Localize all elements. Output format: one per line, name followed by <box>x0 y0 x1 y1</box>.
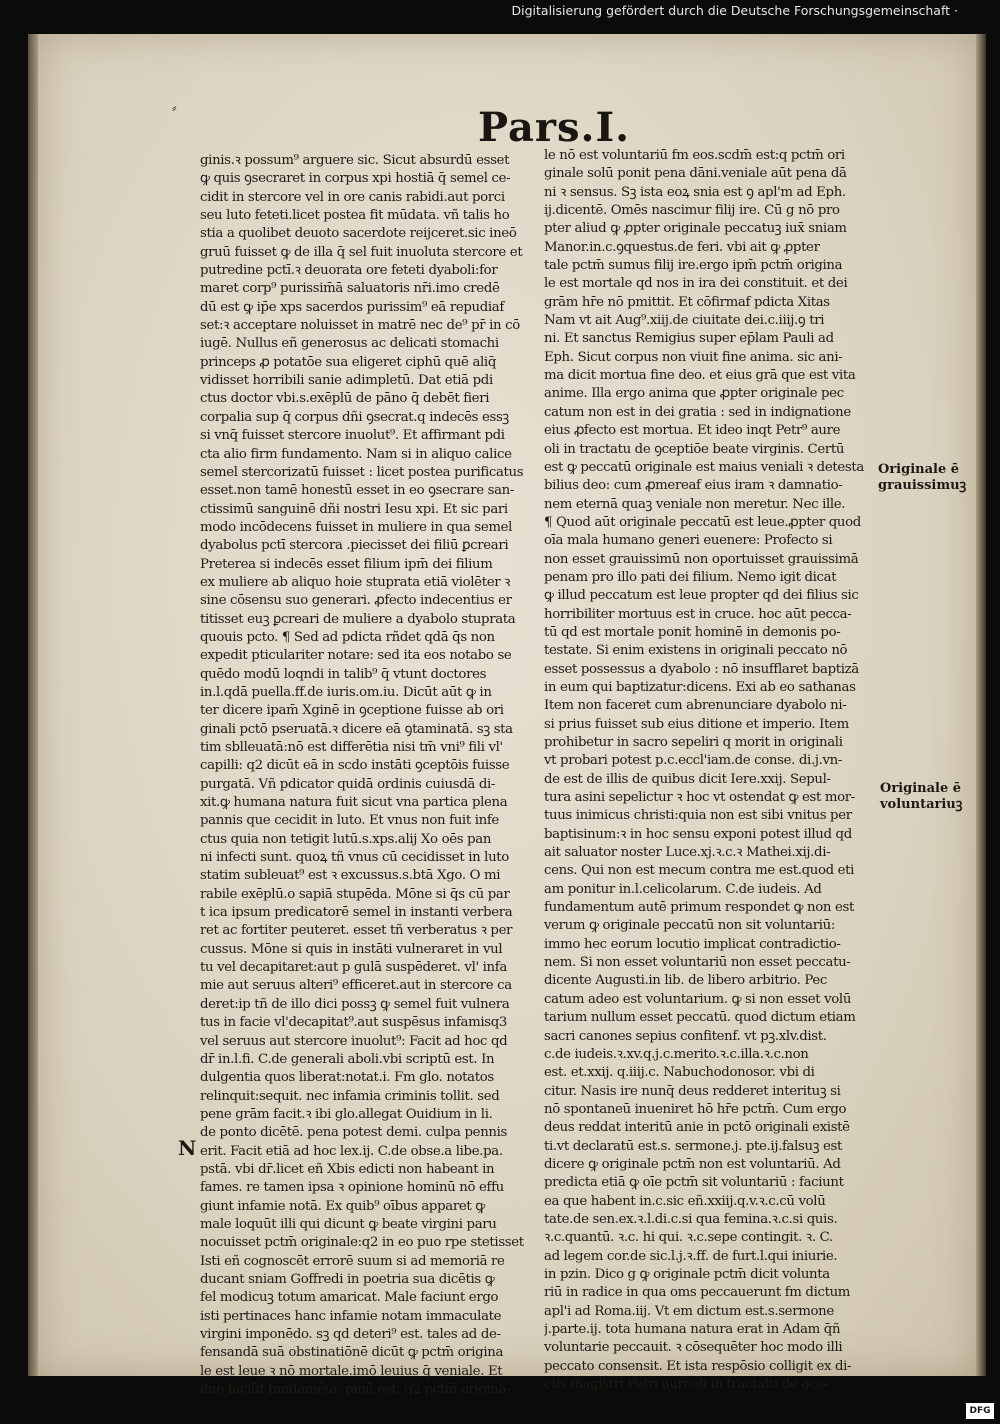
text-line: virgini imponēdo. sꝫ qd̄ deteri⁹ est. tales ad de- <box>200 1327 501 1342</box>
text-line: predicta etiā ꝙ oīe pctm̄ sit voluntariū : faciunt <box>544 1175 844 1191</box>
text-line: ti.vt declaratū est.s. sermone.j. pte.ij.falsuꝫ est <box>544 1138 843 1154</box>
margin-note-1-line-1: Originale ē <box>878 462 960 477</box>
text-line: maret corp⁹ purissim̄ā saluatoris nr̄i.imo credē <box>200 281 500 297</box>
text-line: vt probari potest p.c.eccl'iam.de conse. di.j.vn- <box>544 753 842 769</box>
text-line: Manor.in.c.ꝯquestus.de feri. vbi ait ꝙ ꝓpter <box>544 239 820 255</box>
text-line: fundamentum autē primum respondet ꝙ non est <box>544 900 854 916</box>
page-title: Pars.I. <box>478 104 631 151</box>
text-line: de est de illis de quibus dicit Iere.xxij. Sepul- <box>544 771 831 787</box>
text-line: xit.ꝙ humana natura fuit sicut vna partica plena <box>200 795 508 811</box>
text-line: ni infecti sunt. quoꝝ tñ vnus cū cecidisset in luto <box>200 850 509 866</box>
margin-note-2-line-2: voluntariuꝫ <box>880 797 963 812</box>
text-line: c.de iudeis.ꝛ.xv.q.j.c.merito.ꝛ.c.illa.ꝛ.c.non <box>544 1046 809 1062</box>
text-line: oīa mala humano generi euenere: Profecto si <box>544 533 833 549</box>
text-line: relinquit:sequit. nec infamia criminis tollit. sed <box>200 1088 500 1104</box>
text-line: ginis.ꝛ possum⁹ arguere sic. Sicut absurdū esset <box>200 153 510 168</box>
text-line: tū qd̄ est mortale ponit hominē in demonis po- <box>544 624 841 640</box>
margin-mark: ⸗ <box>172 100 177 116</box>
text-line: nō spontaneū inueniret hō hr̄e pctm̄. Cum ergo <box>544 1101 847 1117</box>
text-line: princeps ꝓ potatōe sua eligeret ciphū quē aliq̄ <box>200 354 496 370</box>
text-line: in pzin. Dico g ꝙ originale pctm̄ dicit volunta <box>544 1266 830 1282</box>
text-line: cussus. Mōne si quis in instāti vulneraret in vul <box>200 941 503 957</box>
text-line: catum non est in dei gratia : sed in indignatione <box>544 404 851 420</box>
text-line: pene grām facit.ꝛ ibi glo.allegat Ouidium in li. <box>200 1106 493 1122</box>
text-line: am ponitur in.l.celicolarum. C.de iudeis. Ad <box>544 881 822 897</box>
text-line: ꝛ.c.quantū. ꝛ.c. hi qui. ꝛ.c.sepe contingit. ꝛ. C. <box>544 1230 833 1246</box>
text-line: sacri canones sepius confitenf. vt pꝫ.xlv.dist. <box>544 1028 827 1044</box>
text-line: semel stercorizatū fuisset : licet postea purificatus <box>200 464 524 480</box>
text-line: deret:ip tñ de illo dici possꝫ ꝙ semel fuit vulnera <box>200 996 510 1012</box>
text-line: eius ꝓfecto est mortua. Et ideo inqt Petr⁹ aure <box>544 423 841 439</box>
text-line: fel modicuꝫ totum amaricat. Male faciunt ergo <box>200 1290 499 1306</box>
text-line: fensandā suā obstinatiōnē dicūt ꝙ pctm̄ origina <box>200 1345 504 1361</box>
text-line: purgatā. Vñ pdicator quidā ordinis cuiusdā di- <box>200 776 496 792</box>
text-line: male loquūt illi qui dicunt ꝙ beate virgini paru <box>200 1216 497 1232</box>
text-line: oli in tractatu de ꝯceptiōe beate virginis. Certū <box>544 441 845 457</box>
text-line: j.parte.ij. tota humana natura erat in Adam q̄ñ <box>544 1322 841 1337</box>
text-line: ex muliere ab aliquo hoie stuprata etiā violēter ꝛ <box>200 574 511 590</box>
text-line: catum adeo est voluntarium. ꝙ si non esset volū <box>544 991 852 1007</box>
text-line: Nam vt ait Aug⁹.xiij.de ciuitate dei.c.iiij.ꝯ tri <box>544 313 825 329</box>
text-line: sine cōsensu suo generari. ꝓfecto indecentius er <box>200 593 512 609</box>
text-line: stia a quolibet deuoto sacerdote reijceret.sic ineō <box>200 226 517 242</box>
text-line: ctus doctor vbi.s.exēplū de pāno q̄ debēt fieri <box>200 391 490 407</box>
initial-letter: N <box>178 1136 197 1160</box>
text-line: pter aliud ꝙ ꝓpter originale peccatuꝫ iux̄ sniam <box>544 221 847 237</box>
text-line: cidit in stercore vel in ore canis rabidi.aut porci <box>200 189 505 205</box>
text-line: ij.dicentē. Omēs nascimur filij ire. Cū g nō pro <box>544 203 840 219</box>
book-edge-left <box>28 34 38 1376</box>
text-line: rabile exēplū.o sapiā stupēda. Mōne si q̄s cū par <box>200 886 510 902</box>
text-line: si vnq̄ fuisset stercore inuolut⁹. Et affirmant pdi <box>200 428 505 444</box>
text-line: citur. Nasis ire nunq̄ deus redderet interituꝫ si <box>544 1083 841 1099</box>
text-line: anime. Illa ergo anima que ꝓpter originale pec <box>544 386 844 402</box>
text-line: quouis pcto. ¶ Sed ad pdicta rñdet qdā q̄s non <box>200 629 495 645</box>
text-line: expedit pticulariter notare: sed ita eos notabo se <box>200 648 512 664</box>
text-line: apl'i ad Roma.iij. Vt em dictum est.s.sermone <box>544 1303 834 1319</box>
text-line: ni ꝛ sensus. Sꝫ ista eoꝝ snia est ꝯ apl'm ad Eph. <box>544 184 846 200</box>
text-line: dyabolus pctī stercora .piecisset dei filiū ꝑcreari <box>200 538 509 554</box>
text-line: seu luto feteti.licet postea fit mūdata. vñ talis ho <box>200 208 510 224</box>
text-line: ctis magistri Petri aureoli in tractatu de ꝯce- <box>544 1377 828 1393</box>
text-line: in eum qui baptizatur:dicens. Exi ab eo sathanas <box>544 679 856 695</box>
text-line: dicente Augusti.in lib. de libero arbitrio. Pec <box>544 973 828 989</box>
text-line: ginali pctō pseruatā.ꝛ dicere eā ꝯtaminatā. sꝫ sta <box>200 721 513 737</box>
text-line: corpalia sup q̄ corpus dñi ꝯsecrat.q indecēs essꝫ <box>200 409 509 425</box>
text-line: ma dicit mortua fine deo. et eius grā que est vita <box>544 368 856 384</box>
text-line: nem. Si non esset voluntariū non esset peccatu- <box>544 955 851 971</box>
text-line: le est mortale qd̄ nos in ira dei constituit. et dei <box>544 276 848 292</box>
text-line: est. et.xxij. q.iiij.c. Nabuchodonosor. vbi di <box>544 1065 815 1081</box>
text-line: tate.de sen.ex.ꝛ.l.di.c.si qua femina.ꝛ.c.si quis. <box>544 1211 838 1227</box>
text-line: riū in radice in qua oms peccauerunt f̄m dictum <box>544 1285 851 1301</box>
text-line: pannis que cecidit in luto. Et vnus non fuit infe <box>200 813 499 829</box>
text-line: tuus inimicus christi:quia non est sibi vnitus per <box>544 808 852 824</box>
text-column-right <box>544 147 874 1394</box>
text-line: ꝙ quis ꝯsecraret in corpus xpi hostiā q̄ semel ce- <box>200 171 511 187</box>
text-line: dū est ꝙ ip̄e xps sacerdos purissim⁹ eā repudiaf <box>200 299 504 315</box>
text-line: ctus quia non tetigit lutū.s.xps.alij Xo oēs pan <box>200 831 492 847</box>
text-line: Item non faceret cum abrenunciare dyabolo ni- <box>544 698 847 714</box>
footer-bar <box>0 1400 1000 1424</box>
text-line: prohibetur in sacro sepeliri q morit in originali <box>544 735 843 750</box>
text-line: esset.non tamē honestū esset in eo ꝯsecrare san- <box>200 483 515 499</box>
text-line: pstā. vbi dr̄.licet eñ Xbis edicti non habeant in <box>200 1161 495 1177</box>
text-line: tim sblleuatā:nō est differētia nisi tm̄ vni⁹ fili vl' <box>200 740 503 755</box>
text-line: immo hec eorum locutio implicat contradictio- <box>544 936 841 952</box>
text-line: cens. Qui non est mecum contra me est.quod eti <box>544 863 855 879</box>
text-line: titisset euꝫ ꝑcreari de muliere a dyabolo stuprata <box>200 611 516 627</box>
text-line: iugē. Nullus eñ generosus ac delicati stomachi <box>200 336 499 352</box>
text-line: mie aut seruus alteri⁹ efficeret.aut in stercore ca <box>200 978 512 994</box>
text-line: Preterea si indecēs esset filium ipm̄ dei filium <box>200 556 493 572</box>
text-line: in.l.qdā puella.ff.de iuris.om.iu. Dicūt aūt ꝙ in <box>200 684 492 700</box>
text-line: penam pro illo pati dei filium. Nemo igit dicat <box>544 569 837 585</box>
margin-note-2-line-1: Originale ē <box>880 781 962 796</box>
text-line: tura asini sepelictur ꝛ hoc vt ostendat ꝙ est mor- <box>544 790 855 806</box>
text-line: deus reddat interitū anie in pctō originali existē <box>544 1120 850 1136</box>
text-line: quēdo modū loqndi in talib⁹ q̄ vtunt doctores <box>200 666 487 682</box>
text-line: Isti eñ cognoscēt errorē suum si ad memoriā re <box>200 1253 505 1269</box>
text-line: capilli: q2 dicūt eā in scdo instāti ꝯceptōis fuisse <box>200 758 510 774</box>
text-line: nem eternā quaꝫ veniale non meretur. Nec ille. <box>544 496 846 512</box>
text-line: bilius deo: cum ꝓmereaf eius iram ꝛ damnatio- <box>544 478 843 494</box>
text-line: vel seruus aut stercore inuolut⁹: Facit ad hoc qd <box>200 1033 508 1049</box>
text-line: duo faciūt fundamēta. pmū est. q2 pctm̄ origina- <box>200 1382 511 1398</box>
text-line: nocuisset pctm̄ originale:q2 in eo puo rpe stetisset <box>200 1235 524 1251</box>
text-line: de ponto dicētē. pena potest demi. culpa pennis <box>200 1125 507 1141</box>
text-line: set:ꝛ acceptare noluisset in matrē nec de⁹ pr̄ in cō <box>200 318 520 334</box>
text-line: ea que habent in.c.sic eñ.xxiij.q.v.ꝛ.c.cū volū <box>544 1193 826 1209</box>
text-line: peccato consensit. Et ista respōsio colligit ex di- <box>544 1358 852 1374</box>
margin-note-2 <box>880 781 962 813</box>
text-line: grām hr̄e nō pmittit. Et cōfirmaf pdicta Xitas <box>544 294 830 310</box>
text-line: ginale solū ponit pena dāni.veniale aūt pena dā <box>544 166 847 182</box>
text-line: dicere ꝙ originale pctm̄ non est voluntariū. Ad <box>544 1156 841 1172</box>
text-line: statim subleuat⁹ est ꝛ excussus.s.btā Xgo. O mi <box>200 868 501 884</box>
text-line: vidisset horribili sanie adimpletū. Dat etiā pdi <box>200 373 493 389</box>
text-line: verum ꝙ originale peccatū non sit voluntariū: <box>544 918 835 934</box>
text-line: Eph. Sicut corpus non viuit fine anima. sic ani- <box>544 349 843 365</box>
text-line: le est leue ꝛ nō mortale.imō leuius q̄ veniale. Et <box>200 1363 503 1379</box>
text-line: voluntarie peccauit. ꝛ cōsequēter hoc modo illi <box>544 1340 843 1356</box>
text-line: ait saluator noster Luce.xj.ꝛ.c.ꝛ Mathei.xij.di- <box>544 845 831 861</box>
text-line: baptisinum:ꝛ in hoc sensu exponi potest illud qd̄ <box>544 826 852 842</box>
text-line: esset possessus a dyabolo : nō insufflaret baptizā <box>544 661 859 677</box>
margin-note-1 <box>878 462 966 494</box>
text-line: giunt infamie notā. Ex quib⁹ oībus apparet ꝙ <box>200 1198 485 1214</box>
text-line: tu vel decapitaret:aut p gulā suspēderet. vl' infa <box>200 960 507 976</box>
text-line: ni. Et sanctus Remigius super ep̄lam Pauli ad <box>544 331 834 347</box>
text-line: testate. Si enim existens in originali peccato nō <box>544 643 848 659</box>
text-line: isti pertinaces hanc infamie notam immaculate <box>200 1308 502 1324</box>
text-line: ¶ Quod aūt originale peccatū est leue.ꝓpter quod <box>544 514 861 530</box>
book-edge-right <box>976 34 986 1376</box>
text-line: ret ac fortiter peuteret. esset tñ verberatus ꝛ per <box>200 923 513 939</box>
text-line: dulgentia quos liberat:notat.i. Fm glo. notatos <box>200 1070 494 1086</box>
text-line: fames. re tamen ipsa ꝛ opinione hominū nō effu <box>200 1180 504 1196</box>
text-line: modo incōdecens fuisset in muliere in qua semel <box>200 519 513 535</box>
text-line: tus in facie vl'decapitat⁹.aut suspēsus infamisq3 <box>200 1015 508 1031</box>
footer-credit: Digitalisierung gefördert durch die Deutsche Forschungsgemeinschaft · <box>511 3 958 18</box>
text-column-left <box>200 152 534 1399</box>
text-line: non esset grauissimū non oportuisset grauissimā <box>544 551 859 567</box>
dfg-logo: DFG <box>966 1403 994 1419</box>
margin-note-1-line-2: grauissimuꝫ <box>878 478 967 493</box>
text-line: erit. Facit etiā ad hoc lex.ij. C.de obse.a libe.pa. <box>200 1143 503 1159</box>
text-line: putredine pctī.ꝛ deuorata ore feteti dyaboli:for <box>200 263 498 279</box>
text-line: dr̄ in.l.fi. C.de generali aboli.vbi scriptū est. In <box>200 1051 495 1067</box>
text-line: gruū fuisset ꝙ de illa q̄ sel fuit inuoluta stercore et <box>200 244 523 260</box>
text-line: cta alio firm fundamento. Nam si in aliquo calice <box>200 446 512 462</box>
text-line: ꝙ illud peccatum est leue propter qd̄ dei filius sic <box>544 588 859 604</box>
text-line: ctissimū sanguinē dñi nostri Iesu xpi. Et sic pari <box>200 501 508 517</box>
text-line: tarium nullum esset peccatū. quod dictum etiam <box>544 1010 856 1026</box>
text-line: si prius fuisset sub eius ditione et imperio. Item <box>544 716 849 732</box>
text-line: tale pctm̄ sumus filij ire.ergo ipm̄ pctm̄ origina <box>544 258 843 274</box>
text-line: ducant sniam Goffredi in poetria sua dicētis ꝙ <box>200 1271 495 1287</box>
text-line: t ica ipsum predicatorē semel in instanti verbera <box>200 905 513 921</box>
text-line: est ꝙ peccatū originale est maius veniali ꝛ detesta <box>544 459 864 475</box>
text-line: horribiliter mortuus est in cruce. hoc aūt pecca- <box>544 606 852 622</box>
text-line: le nō est voluntariū f̄m eos.scdm̄ est:q pctm̄ ori <box>544 148 845 163</box>
text-line: ad legem cor.de sic.l.j.ꝛ.ff. de furt.l.qui iniurie. <box>544 1248 838 1264</box>
text-line: ter dicere ipam̄ Xginē in ꝯceptione fuisse ab ori <box>200 703 504 719</box>
